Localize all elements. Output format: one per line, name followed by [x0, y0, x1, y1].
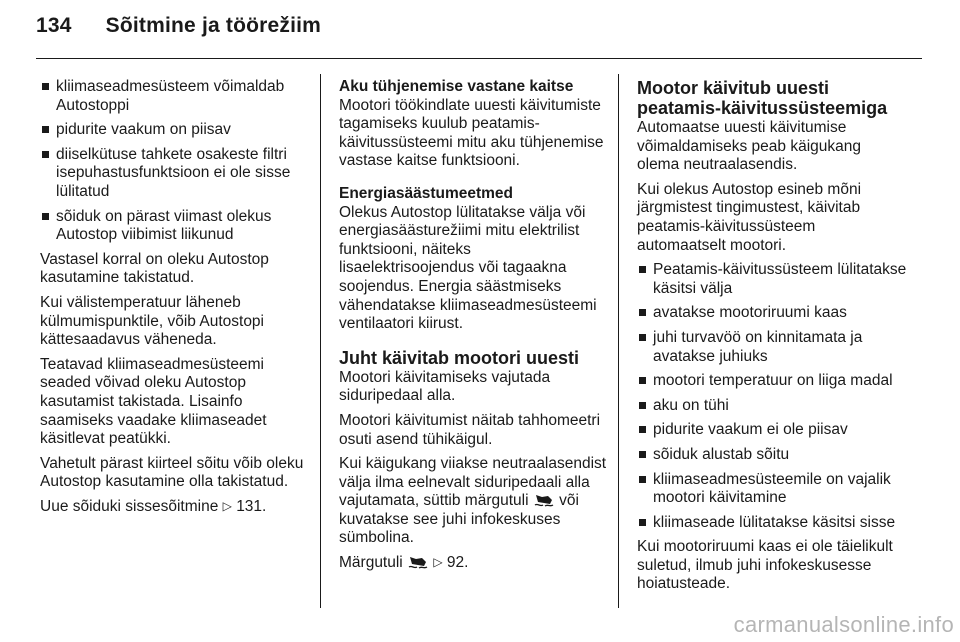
list-item: avatakse mootoriruumi kaas: [637, 304, 907, 323]
arrow-icon: ▷: [433, 555, 443, 570]
list-item: diiselkütuse tahkete osakeste filtri isepuhastusfunktsioon ei ole sisse lülitatud: [40, 146, 310, 202]
bullet-icon: [639, 402, 646, 409]
bullet-icon: [639, 476, 646, 483]
page-header: [36, 14, 321, 38]
bullet-icon: [42, 151, 49, 158]
bullet-icon: [639, 309, 646, 316]
list-item: juhi turvavöö on kinnitamata ja avatakse juhiuks: [637, 329, 907, 366]
battery-heading: Aku tühjenemise vastane kaitse: [339, 78, 574, 95]
paragraph: Automaatse uuesti käivitumise võimaldamiseks peab käigukang olema neutraalasendis.: [637, 119, 862, 174]
watermark: carmanualsonline.info: [733, 612, 954, 637]
list-item: kliimaseadmesüsteem võimaldab Autostoppi: [40, 78, 310, 115]
paragraph: Vahetult pärast kiirteel sõitu võib oleku Autostop kasutamine olla takistatud.: [40, 454, 304, 491]
paragraph: Kui olekus Autostop esineb mõni järgmistest tingimustest, käivitab peatamis-käivitussüsteem automaatselt mootori.: [637, 180, 862, 254]
restart-condition-list: [637, 261, 907, 532]
bullet-icon: [639, 334, 646, 341]
column-3: [637, 78, 907, 600]
list-item: sõiduk alustab sõitu: [637, 446, 907, 465]
column-1: [40, 78, 310, 522]
reference-paragraph: Uue sõiduki sissesõitmine ▷ 131.: [40, 497, 267, 515]
car-skid-icon: [533, 493, 555, 507]
column-2: [339, 78, 607, 579]
arrow-icon: ▷: [222, 498, 232, 513]
bullet-icon: [42, 126, 49, 133]
energy-heading: Energiasäästumeetmed: [339, 184, 514, 202]
list-item: aku on tühi: [637, 397, 907, 416]
paragraph: Mootori töökindlate uuesti käivitumiste tagamiseks kuulub peatamis-käivitussüsteemi mitu aku tühjenemise vastase kaitse funktsiooni.: [339, 96, 604, 170]
list-item: pidurite vaakum on piisav: [40, 121, 310, 140]
car-skid-icon: [407, 555, 429, 569]
list-item: pidurite vaakum ei ole piisav: [637, 421, 907, 440]
paragraph: Mootori käivitumist näitab tahhomeetri osuti asend tühikäigul.: [339, 411, 601, 448]
lamp-reference: Märgutuli ▷ 92.: [339, 554, 469, 572]
page-reference-link[interactable]: 92.: [446, 554, 469, 572]
column-divider-1: [320, 74, 321, 608]
condition-list: [40, 78, 310, 245]
bullet-icon: [639, 266, 646, 273]
paragraph: Kui mootoriruumi kaas ei ole täielikult suletud, ilmub juhi infokeskusesse hoiatusteade.: [637, 538, 893, 593]
column-divider-2: [618, 74, 619, 608]
list-item: Peatamis-käivitussüsteem lülitatakse käsitsi välja: [637, 261, 907, 298]
paragraph: Teatavad kliimaseadmesüsteemi seaded võivad oleku Autostop kasutamist takistada. Lisainfo saamiseks vaadake kliimaseadet käsitlevat peatükki.: [40, 355, 267, 448]
bullet-icon: [639, 451, 646, 458]
list-item: sõiduk on pärast viimast olekus Autostop viibimist liikunud: [40, 208, 310, 245]
page-reference-link[interactable]: 131.: [236, 497, 267, 515]
bullet-icon: [42, 83, 49, 90]
list-item: kliimaseadmesüsteemile on vajalik mootori käivitamine: [637, 471, 907, 508]
page-number: 134: [36, 14, 72, 37]
paragraph: Kui välistemperatuur läheneb külmumispunktile, võib Autostopi kättesaadavus väheneda.: [40, 293, 265, 349]
page-title: Sõitmine ja töörežiim: [105, 14, 322, 37]
driver-restart-heading: Juht käivitab mootori uuesti: [339, 347, 580, 368]
auto-restart-heading: Mootor käivitub uuesti peatamis-käivitussüsteemiga: [637, 78, 888, 118]
list-item: kliimaseade lülitatakse käsitsi sisse: [637, 514, 907, 533]
list-item: mootori temperatuur on liiga madal: [637, 372, 907, 391]
paragraph: Vastasel korral on oleku Autostop kasutamine takistatud.: [40, 250, 269, 287]
bullet-icon: [639, 519, 646, 526]
paragraph: Mootori käivitamiseks vajutada siduripedaal alla.: [339, 368, 551, 405]
header-rule: [36, 58, 922, 59]
bullet-icon: [639, 377, 646, 384]
bullet-icon: [639, 426, 646, 433]
paragraph: Olekus Autostop lülitatakse välja või energiasäästurežiimi mitu elektrilist funktsiooni, näiteks lisaelektrisoojendus või tagaakna soojendus. Energia säästmiseks vähendatakse kliimaseadmesüsteemi ventilaatori kiirust.: [339, 203, 597, 333]
paragraph: Kui käigukang viiakse neutraalasendist välja ilma eelnevalt siduripedaali alla vajutamata, süttib märgutuli või kuvatakse see juhi infokeskuses sümbolina.: [339, 455, 607, 547]
bullet-icon: [42, 213, 49, 220]
